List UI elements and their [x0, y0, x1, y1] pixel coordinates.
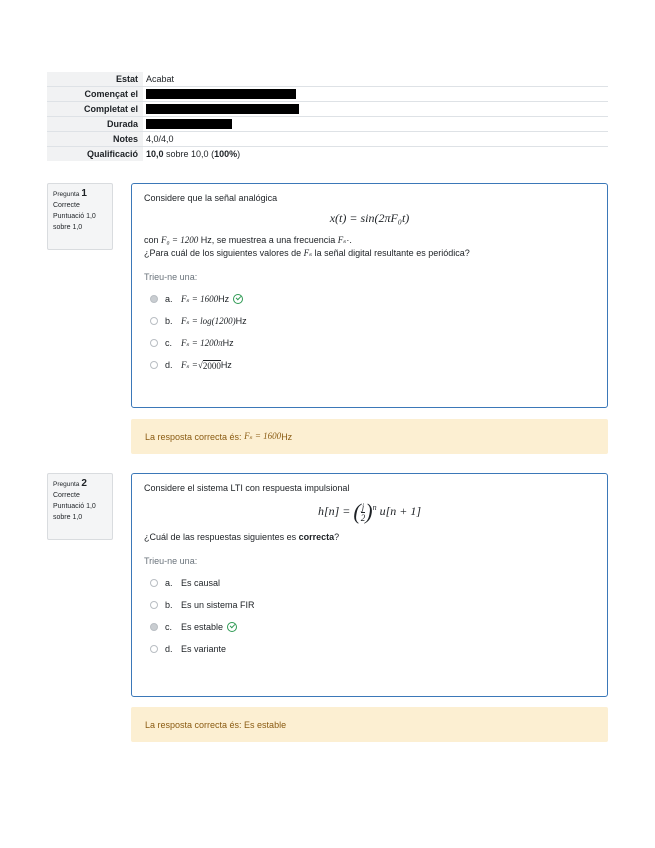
answer-prompt: Trieu-ne una:: [144, 556, 198, 566]
option-math: Fₛ =: [181, 359, 198, 370]
option-text: Es estable: [181, 622, 224, 632]
answer-option-a[interactable]: [144, 572, 595, 594]
option-letter: c.: [165, 622, 173, 632]
answer-list: [144, 288, 595, 376]
text-fragment: la señal digital resultante es periódica?: [312, 248, 470, 258]
radio-button[interactable]: [150, 623, 158, 631]
summary-value: [143, 102, 608, 117]
summary-row-completed: [47, 102, 608, 117]
answer-option-b[interactable]: [144, 594, 595, 616]
radio-button[interactable]: [150, 645, 158, 653]
summary-label: Durada: [47, 117, 143, 132]
option-suffix: Hz: [235, 316, 247, 326]
summary-label: Estat: [47, 72, 143, 87]
question-body: [144, 234, 595, 247]
text-fragment: ·.: [346, 235, 352, 245]
math-inline: Fₛ: [337, 235, 347, 245]
redaction-bar: [146, 104, 299, 114]
summary-value: [143, 147, 608, 162]
option-math: Fₛ = log(1200): [181, 315, 236, 326]
paren-open: (: [353, 499, 361, 524]
grade-out-of: sobre 10,0 (: [163, 149, 215, 159]
question-text: [144, 192, 595, 260]
summary-row-state: [47, 72, 608, 87]
question-content: [131, 183, 608, 408]
summary-value: Acabat: [146, 74, 175, 84]
answer-option-b[interactable]: [144, 310, 595, 332]
answer-option-d[interactable]: [144, 354, 595, 376]
option-text: Es variante: [181, 644, 227, 654]
question-mark: Puntuació 1,0: [53, 503, 96, 510]
summary-value: [143, 87, 608, 102]
correct-answer-feedback: [131, 707, 608, 742]
redaction-bar: [146, 89, 296, 99]
question-number: 1: [81, 188, 87, 199]
question-mark-total: sobre 1,0: [53, 224, 83, 231]
text-fragment: con: [144, 235, 162, 245]
question-mark-total: sobre 1,0: [53, 514, 83, 521]
redaction-bar: [146, 119, 232, 129]
question-mark: Puntuació 1,0: [53, 213, 96, 220]
answer-option-d[interactable]: [144, 638, 595, 660]
option-letter: a.: [165, 578, 173, 588]
feedback-math: Fₛ = 1600: [244, 431, 282, 441]
question-content: [131, 473, 608, 697]
option-letter: d.: [165, 644, 173, 654]
text-fragment: ?: [334, 532, 340, 542]
option-math: Fₛ = 1200π: [181, 337, 223, 348]
radio-button[interactable]: [150, 317, 158, 325]
summary-row-started: [47, 87, 608, 102]
grade-value: 10,0: [146, 149, 164, 159]
fraction-numerator: j: [361, 501, 365, 512]
option-text: Es un sistema FIR: [181, 600, 255, 610]
paren-close: ): [365, 499, 373, 524]
summary-row-marks: [47, 132, 608, 147]
summary-value: 4,0/4,0: [143, 132, 608, 147]
grade-close: ): [237, 149, 241, 159]
text-fragment: Hz, se muestrea a una frecuencia: [198, 235, 338, 245]
answer-option-a[interactable]: [144, 288, 595, 310]
question-label: Pregunta: [53, 481, 80, 488]
fraction-denominator: 2: [360, 512, 366, 523]
feedback-text: La resposta correcta és:: [145, 431, 242, 442]
question-body: [144, 247, 595, 260]
answer-list: [144, 572, 595, 660]
question-state: Correcte: [53, 202, 80, 209]
summary-row-duration: [47, 117, 608, 132]
radio-button[interactable]: [150, 295, 158, 303]
radio-button[interactable]: [150, 361, 158, 369]
sqrt-symbol: √: [197, 360, 203, 370]
formula-lhs: h[n] =: [317, 503, 354, 518]
option-suffix: Hz: [218, 294, 230, 304]
option-suffix: Hz: [222, 338, 234, 348]
radio-button[interactable]: [150, 339, 158, 347]
answer-prompt: Trieu-ne una:: [144, 272, 198, 282]
option-math: Fₛ = 1600: [181, 293, 219, 304]
summary-label: Completat el: [47, 102, 143, 117]
text-fragment: ¿Para cuál de los siguientes valores de: [144, 248, 304, 258]
attempt-summary-table: [47, 72, 608, 161]
question-number: 2: [81, 478, 87, 489]
correct-check-icon: [227, 622, 237, 632]
text-fragment: ¿Cuál de las respuestas siguientes es: [144, 532, 299, 542]
grade-percent: 100%: [214, 149, 238, 159]
option-letter: a.: [165, 294, 173, 304]
summary-row-grade: [47, 147, 608, 162]
option-suffix: Hz: [220, 360, 232, 370]
math-inline: F₀ = 1200: [161, 235, 199, 245]
question-intro: Considere el sistema LTI con respuesta impulsional: [144, 483, 350, 493]
question-intro: Considere que la señal analógica: [144, 193, 278, 203]
math-inline: Fₛ: [303, 248, 313, 258]
option-letter: c.: [165, 338, 173, 348]
summary-value: [143, 117, 608, 132]
option-letter: b.: [165, 600, 173, 610]
question-body: [144, 531, 595, 544]
question-formula: x(t) = sin(2πF₀t): [329, 211, 410, 225]
option-letter: b.: [165, 316, 173, 326]
radio-button[interactable]: [150, 601, 158, 609]
question-formula: [144, 499, 595, 525]
summary-label: Qualificació: [47, 147, 143, 162]
summary-label: Notes: [47, 132, 143, 147]
question-text: [144, 482, 595, 544]
answer-option-c[interactable]: [144, 332, 595, 354]
text-emphasis: correcta: [298, 532, 335, 542]
correct-answer-feedback: [131, 419, 608, 454]
formula-exponent: n: [372, 502, 377, 512]
question-info: [47, 183, 113, 250]
formula-rhs: u[n + 1]: [379, 503, 422, 518]
feedback-suffix: Hz: [281, 431, 293, 442]
radio-button[interactable]: [150, 579, 158, 587]
question-label: Pregunta: [53, 191, 80, 198]
option-letter: d.: [165, 360, 173, 370]
sqrt-radicand: 2000: [202, 360, 221, 371]
question-info: [47, 473, 113, 540]
answer-option-c[interactable]: [144, 616, 595, 638]
question-state: Correcte: [53, 492, 80, 499]
correct-check-icon: [233, 294, 243, 304]
summary-label: Començat el: [47, 87, 143, 102]
feedback-text: La resposta correcta és: Es estable: [145, 719, 287, 730]
option-text: Es causal: [181, 578, 221, 588]
